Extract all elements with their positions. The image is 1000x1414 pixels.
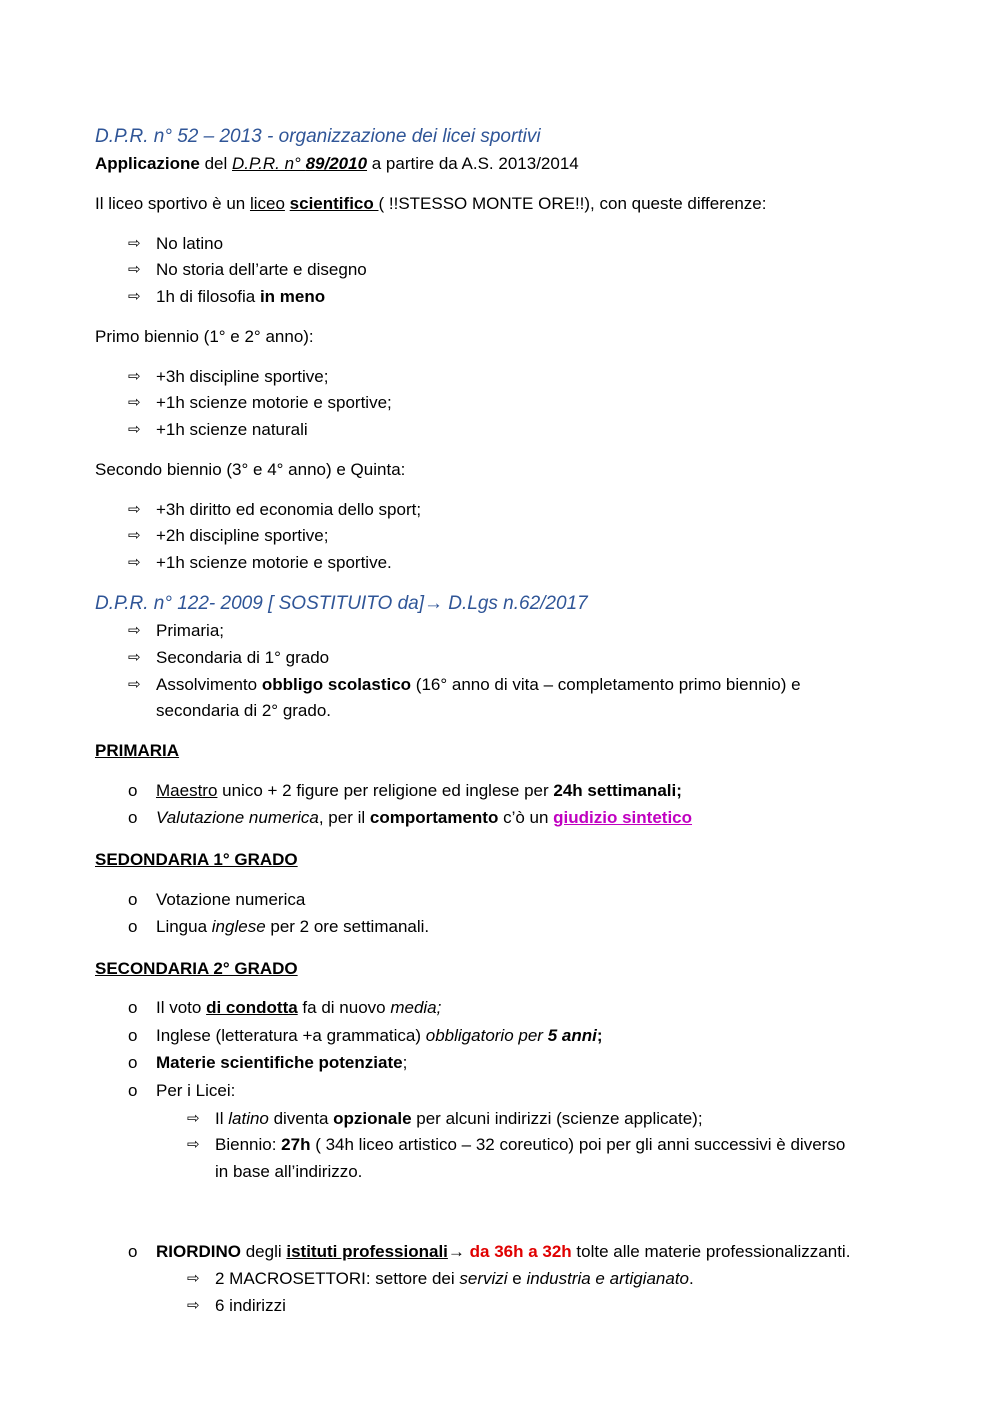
circle-bullet-icon: o [128, 917, 138, 936]
arrow-right-icon: → [423, 593, 443, 614]
list-item: Inglese (letteratura +a grammatica) obbligatorio per 5 anni; [156, 1026, 603, 1045]
list-item: Secondaria di 1° grado [156, 648, 330, 667]
arrow-bullet-icon: ⇨ [128, 261, 141, 278]
circle-bullet-icon: o [128, 1026, 138, 1045]
arrow-bullet-icon: ⇨ [128, 676, 141, 693]
list-item: Assolvimento obbligo scolastico (16° anno di vita – completamento primo biennio) e [156, 675, 801, 694]
list-item: Materie scientifiche potenziate; [156, 1053, 408, 1072]
circle-bullet-icon: o [128, 998, 138, 1017]
list-item: +1h scienze motorie e sportive; [156, 393, 392, 412]
circle-bullet-icon: o [128, 781, 138, 800]
list-item: No latino [156, 234, 224, 253]
arrow-bullet-icon: ⇨ [128, 649, 141, 666]
arrow-bullet-icon: ⇨ [128, 235, 141, 252]
list-item: Il voto di condotta fa di nuovo media; [156, 998, 442, 1017]
list-item: Maestro unico + 2 figure per religione ed inglese per 24h settimanali; [156, 781, 682, 800]
section-title-licei-sportivi: D.P.R. n° 52 – 2013 - organizzazione dei licei sportivi [95, 126, 541, 147]
primaria-title: PRIMARIA [95, 741, 180, 760]
list-item: +3h discipline sportive; [156, 367, 329, 386]
list-item: 1h di filosofia in meno [156, 287, 326, 306]
secondo-biennio-title: Secondo biennio (3° e 4° anno) e Quinta: [95, 460, 406, 479]
list-item: No storia dell’arte e disegno [156, 260, 367, 279]
arrow-bullet-icon: ⇨ [128, 501, 141, 518]
list-item: +1h scienze motorie e sportive. [156, 553, 392, 572]
arrow-bullet-icon: ⇨ [187, 1270, 200, 1287]
sub-list-item-continuation: in base all’indirizzo. [215, 1162, 363, 1181]
secondaria-1-title: SEDONDARIA 1° GRADO [95, 850, 298, 869]
sub-list-item: 2 MACROSETTORI: settore dei servizi e industria e artigianato. [215, 1269, 694, 1288]
section-title-dpr-122: D.P.R. n° 122- 2009 [ SOSTITUITO da]→ D.Lgs n.62/2017 [95, 593, 588, 614]
circle-bullet-icon: o [128, 890, 138, 909]
arrow-right-icon: → [447, 1242, 465, 1261]
arrow-bullet-icon: ⇨ [128, 554, 141, 571]
sub-list-item: Il latino diventa opzionale per alcuni indirizzi (scienze applicate); [215, 1109, 703, 1128]
circle-bullet-icon: o [128, 1242, 138, 1261]
sub-list-item: Biennio: 27h ( 34h liceo artistico – 32 coreutico) poi per gli anni successivi è diverso [215, 1135, 846, 1154]
list-item-continuation: secondaria di 2° grado. [156, 701, 332, 720]
arrow-bullet-icon: ⇨ [187, 1297, 200, 1314]
intro-line: Il liceo sportivo è un liceo scientifico ( !!STESSO MONTE ORE!!), con queste differenze: [95, 194, 767, 213]
arrow-bullet-icon: ⇨ [128, 622, 141, 639]
list-item: Primaria; [156, 621, 225, 640]
application-line: Applicazione del D.P.R. n° 89/2010 a partire da A.S. 2013/2014 [95, 154, 579, 173]
arrow-bullet-icon: ⇨ [187, 1110, 200, 1127]
arrow-bullet-icon: ⇨ [128, 421, 141, 438]
list-item: Lingua inglese per 2 ore settimanali. [156, 917, 430, 936]
sub-list-item: 6 indirizzi [215, 1296, 286, 1315]
list-item: Valutazione numerica, per il comportamento c’ò un giudizio sintetico [156, 808, 693, 827]
circle-bullet-icon: o [128, 1081, 138, 1100]
circle-bullet-icon: o [128, 1053, 138, 1072]
circle-bullet-icon: o [128, 808, 138, 827]
list-item: +3h diritto ed economia dello sport; [156, 500, 422, 519]
list-item: Per i Licei: [156, 1081, 236, 1100]
arrow-bullet-icon: ⇨ [187, 1136, 200, 1153]
arrow-bullet-icon: ⇨ [128, 288, 141, 305]
list-item: +2h discipline sportive; [156, 526, 329, 545]
list-item: Votazione numerica [156, 890, 306, 909]
arrow-bullet-icon: ⇨ [128, 527, 141, 544]
arrow-bullet-icon: ⇨ [128, 368, 141, 385]
secondaria-2-title: SECONDARIA 2° GRADO [95, 959, 298, 978]
list-item: +1h scienze naturali [156, 420, 308, 439]
riordino-item: RIORDINO degli istituti professionali→ da 36h a 32h tolte alle materie professionalizzanti. [156, 1242, 851, 1261]
primo-biennio-title: Primo biennio (1° e 2° anno): [95, 327, 314, 346]
arrow-bullet-icon: ⇨ [128, 394, 141, 411]
